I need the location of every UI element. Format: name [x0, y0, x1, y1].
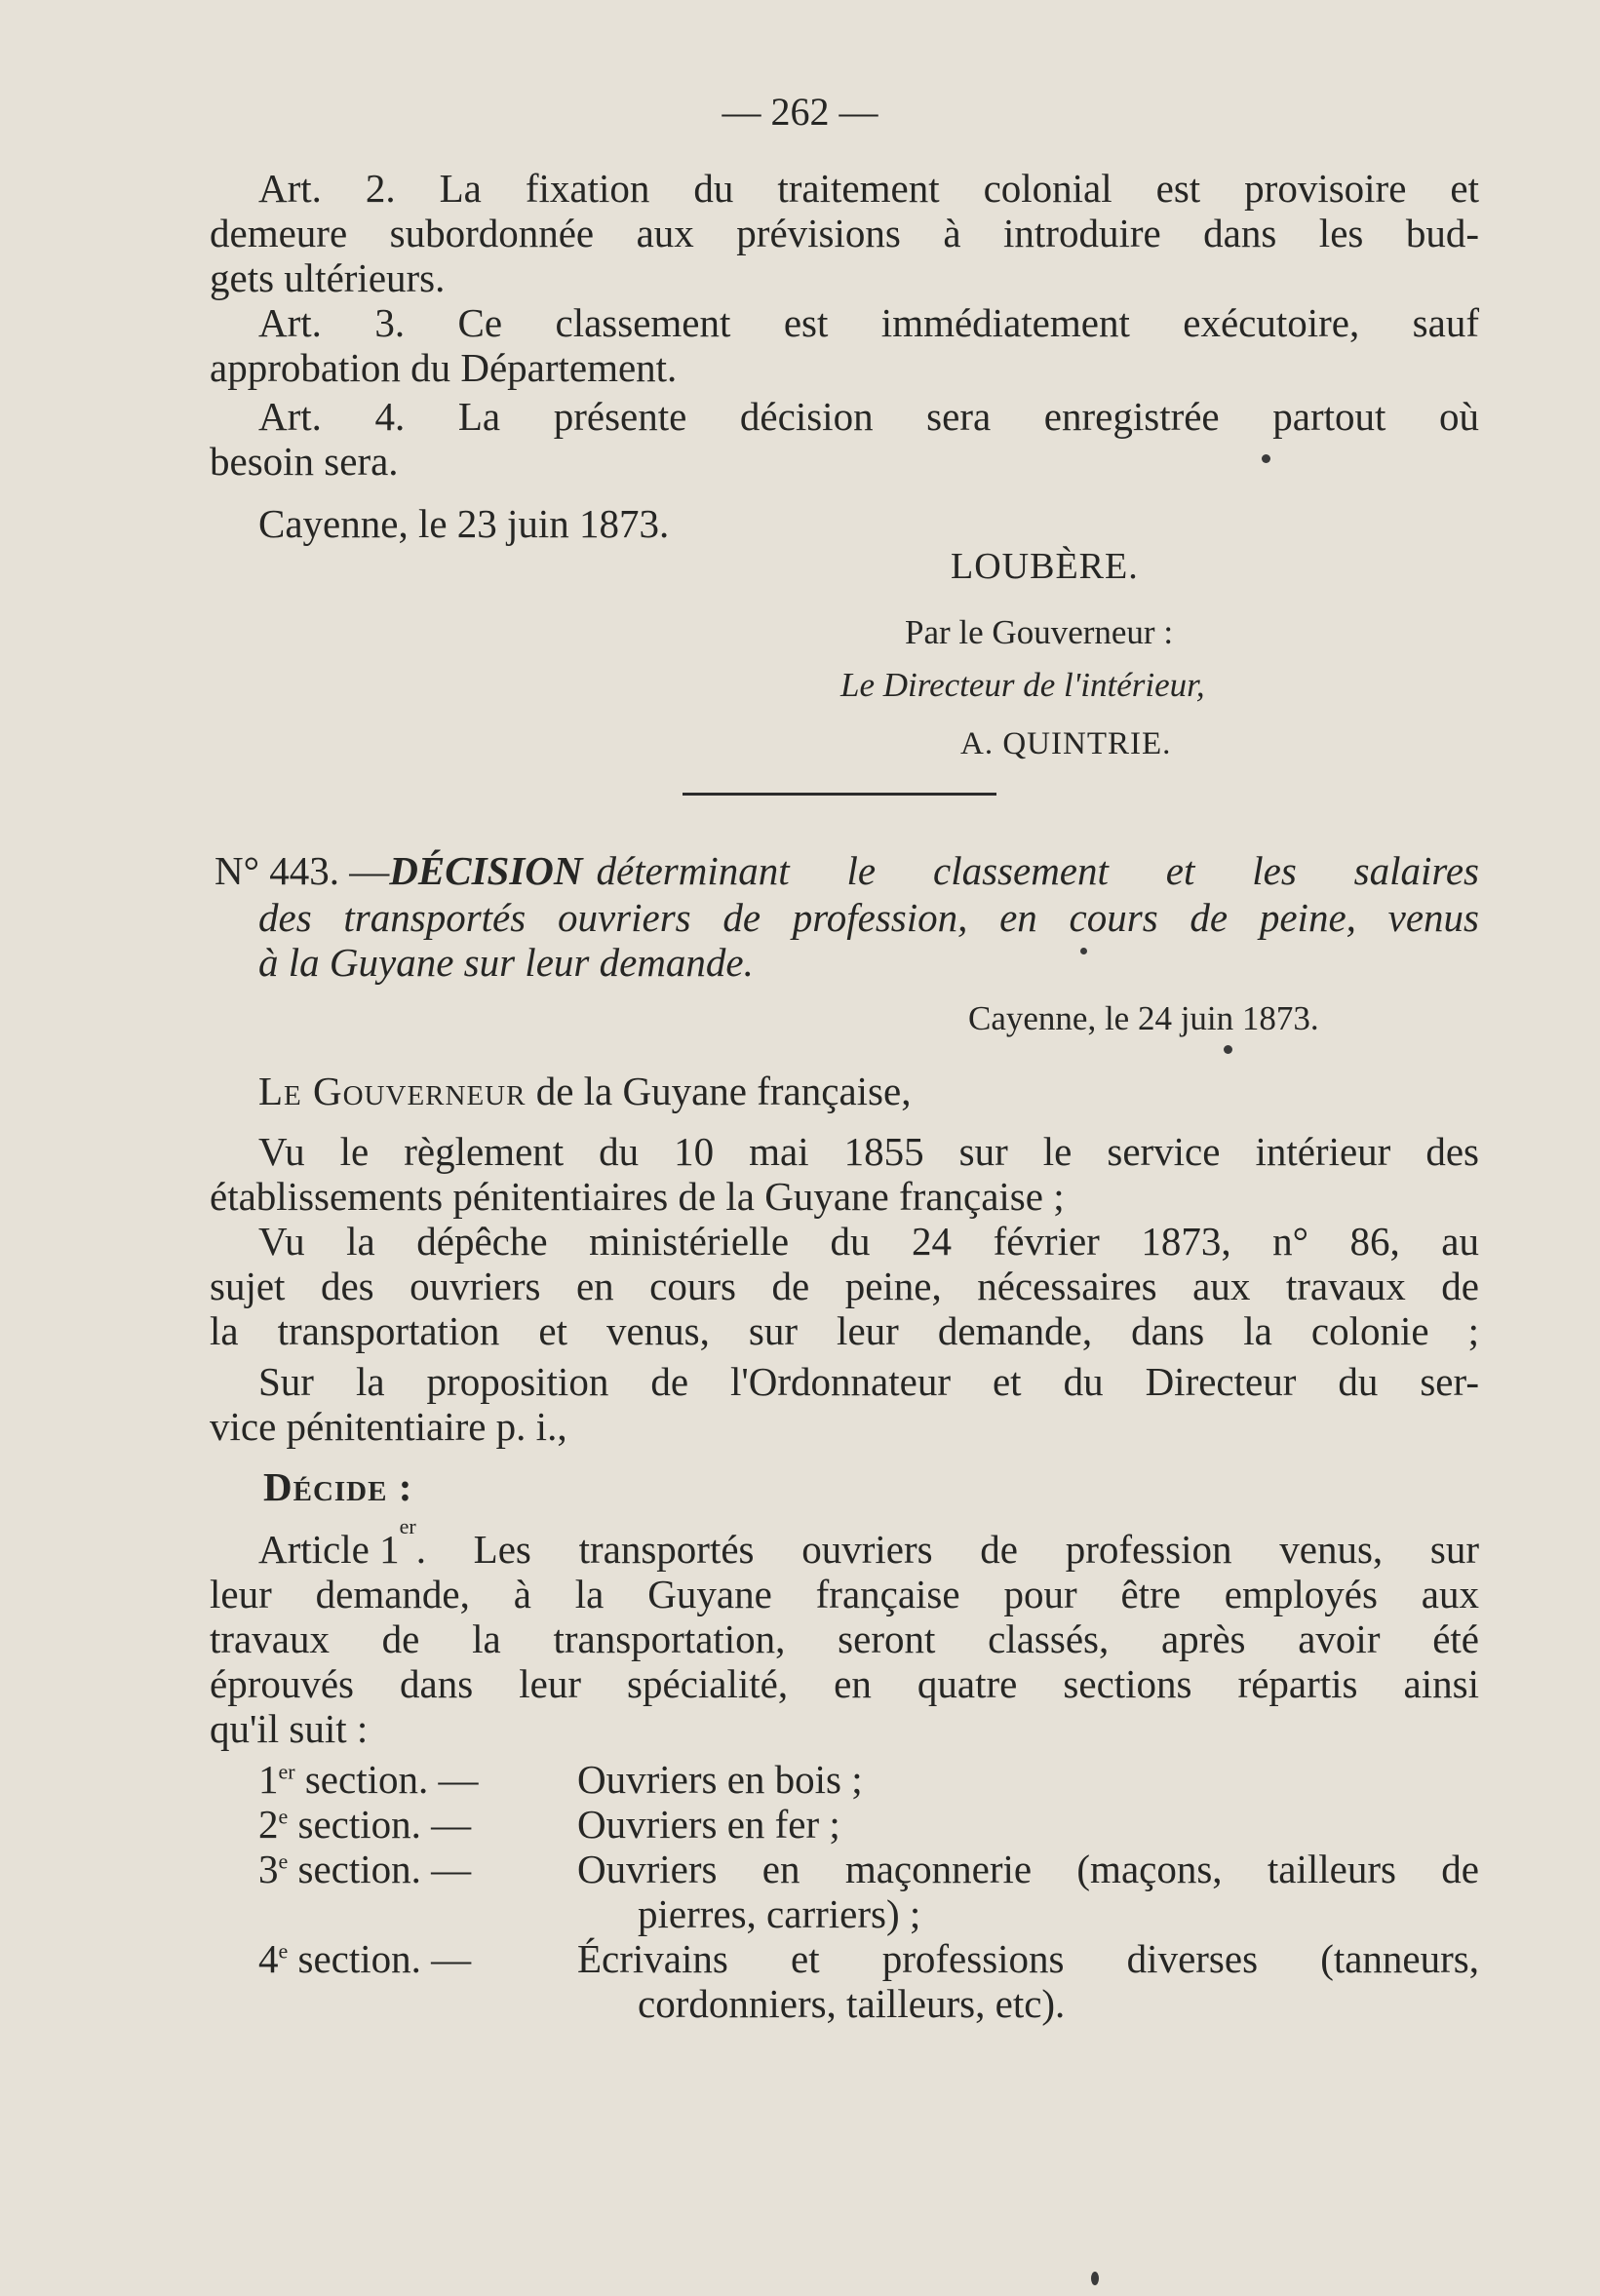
governor-label: Le Gouverneur — [258, 1069, 527, 1113]
art2-line-2: demeure subordonnée aux prévisions à introduire dans les bud- — [210, 211, 1479, 255]
vu2-line-2: sujet des ouvriers en cours de peine, nécessaires aux travaux de — [210, 1264, 1479, 1308]
art4-line-2: besoin sera. — [210, 439, 399, 484]
section-1-desc: Ouvriers en bois ; — [577, 1757, 863, 1802]
vu2-line-3: la transportation et venus, sur leur demande, dans la colonie ; — [210, 1308, 1479, 1353]
vu1-line-2: établissements pénitentiaires de la Guyane française ; — [210, 1174, 1065, 1219]
signature-signer: A. QUINTRIE. — [960, 726, 1172, 761]
sur-line-1: Sur la proposition de l'Ordonnateur et du Directeur du ser- — [258, 1359, 1479, 1404]
signature-title: Le Directeur de l'intérieur, — [840, 666, 1205, 704]
section-3-label: section. — — [288, 1847, 472, 1891]
section-4-line — [258, 1936, 471, 1981]
governor-rest: de la Guyane française, — [535, 1069, 912, 1113]
section-3-num: 3 — [258, 1847, 279, 1891]
section-3-sup: e — [278, 1848, 289, 1874]
art3-line-2: approbation du Département. — [210, 345, 678, 390]
section-1-num: 1 — [258, 1757, 279, 1802]
art4-line-1: Art. 4. La présente décision sera enregistrée partout où — [258, 394, 1479, 439]
section-4-num: 4 — [258, 1936, 279, 1981]
decision-number: N° 443. — — [215, 848, 390, 893]
section-4-desc: Écrivains et professions diverses (tanneurs, — [577, 1936, 1479, 1981]
article1-line-3: travaux de la transportation, seront classés, après avoir été — [210, 1616, 1479, 1661]
print-speck — [1262, 454, 1270, 463]
section-4-cont: cordonniers, tailleurs, etc). — [638, 1981, 1066, 2026]
decide-label: Décide : — [263, 1464, 413, 1509]
sur-line-2: vice pénitentiaire p. i., — [210, 1404, 567, 1449]
section-1-sup: er — [278, 1759, 295, 1784]
decision-dateline: Cayenne, le 24 juin 1873. — [968, 999, 1319, 1037]
art2-line-3: gets ultérieurs. — [210, 255, 446, 300]
section-3-line — [258, 1847, 471, 1891]
section-2-label: section. — — [288, 1802, 472, 1847]
section-2-sup: e — [278, 1804, 289, 1829]
section-4-label: section. — — [288, 1936, 472, 1981]
print-speck — [1091, 2272, 1099, 2285]
section-2-line — [258, 1802, 471, 1847]
section-divider — [683, 793, 996, 796]
decision-heading-line-3: à la Guyane sur leur demande. — [258, 940, 754, 985]
section-1-label: section. — — [294, 1757, 479, 1802]
print-speck — [1080, 948, 1087, 954]
section-2-num: 2 — [258, 1802, 279, 1847]
section-3-cont: pierres, carriers) ; — [638, 1891, 921, 1936]
signature-by: Par le Gouverneur : — [905, 613, 1174, 651]
section-4-sup: e — [278, 1938, 289, 1964]
decision-title-word: DÉCISION — [389, 848, 583, 893]
art2-line-1: Art. 2. La fixation du traitement colonial est provisoire et — [258, 166, 1479, 211]
page-number: — 262 — — [722, 90, 878, 134]
article1-rest: . Les transportés ouvriers de profession venus, sur — [415, 1527, 1479, 1572]
article1-prefix: Article 1 — [258, 1527, 400, 1572]
decision-heading-rest: déterminant le classement et les salaires — [596, 848, 1479, 893]
article1-line-5: qu'il suit : — [210, 1706, 369, 1751]
section-2-desc: Ouvriers en fer ; — [577, 1802, 840, 1847]
print-speck — [1224, 1045, 1232, 1054]
decision-heading-line-1 — [215, 848, 1479, 893]
article1-sup: er — [399, 1514, 416, 1538]
section-3-desc: Ouvriers en maçonnerie (maçons, tailleurs de — [577, 1847, 1479, 1891]
signature-name: LOUBÈRE. — [951, 546, 1139, 587]
decision-heading-line-2: des transportés ouvriers de profession, en cours de peine, venus — [258, 895, 1479, 940]
place-date: Cayenne, le 23 juin 1873. — [258, 501, 670, 546]
section-1-line — [258, 1757, 478, 1802]
vu2-line-1: Vu la dépêche ministérielle du 24 février 1873, n° 86, au — [258, 1219, 1479, 1264]
article1-line-1 — [258, 1514, 1479, 1572]
governor-line — [258, 1069, 911, 1113]
art3-line-1: Art. 3. Ce classement est immédiatement exécutoire, sauf — [258, 300, 1479, 345]
article1-line-2: leur demande, à la Guyane française pour être employés aux — [210, 1572, 1479, 1616]
article1-line-4: éprouvés dans leur spécialité, en quatre sections répartis ainsi — [210, 1661, 1479, 1706]
vu1-line-1: Vu le règlement du 10 mai 1855 sur le service intérieur des — [258, 1129, 1479, 1174]
